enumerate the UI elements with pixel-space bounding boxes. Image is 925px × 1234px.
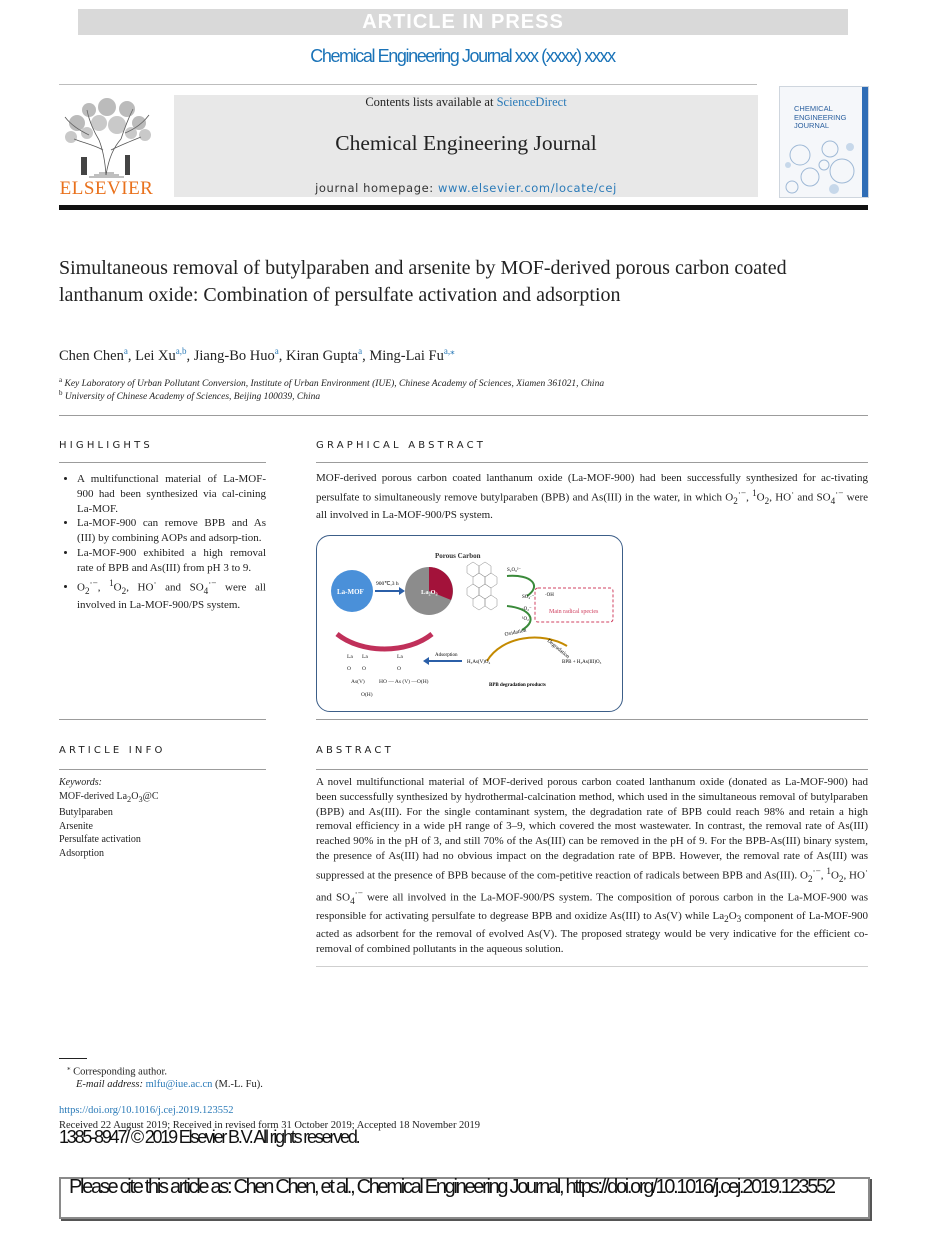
contents-lists-line: Contents lists available at ScienceDirect — [365, 95, 567, 109]
author-affiliation-marker[interactable]: a — [274, 346, 279, 356]
divider — [59, 719, 266, 720]
highlight-item: • La-MOF-900 can remove BPB and As (III) by combining AOPs and adsorp-tion. — [77, 516, 266, 546]
highlights-heading: HIGHLIGHTS — [59, 440, 153, 451]
svg-text:O: O — [347, 666, 351, 672]
svg-text:Oxidation: Oxidation — [504, 627, 527, 638]
journal-homepage-line: journal homepage: www.elsevier.com/locate/cej — [315, 181, 617, 195]
article-info-heading: ARTICLE INFO — [59, 745, 166, 756]
author[interactable]: Chen Chen — [59, 347, 124, 364]
author-affiliation-marker[interactable]: a — [358, 346, 363, 356]
author[interactable]: Ming-Lai Fu — [369, 347, 444, 364]
svg-text:Main radical species: Main radical species — [549, 609, 599, 615]
highlight-item: • $O_2^{\cdot-}$, $^1O_2$, HO· and $SO_4^{\cdot-}$ were all involved in La-MOF-900/PS system. — [77, 576, 266, 613]
email-footnote: E-mail address: mlfu@iue.ac.cn (M.-L. Fu). — [76, 1079, 263, 1090]
received-dates: Received 22 August 2019; Received in revised form 31 October 2019; Accepted 18 November 2019 — [59, 1120, 481, 1131]
author-affiliation-marker[interactable]: a — [123, 346, 128, 356]
svg-text:La: La — [362, 654, 368, 660]
svg-text:La: La — [347, 654, 353, 660]
keyword: Adsorption — [59, 847, 104, 859]
svg-text:900℃,3 h: 900℃,3 h — [376, 581, 399, 587]
cover-art — [780, 135, 862, 197]
svg-text:SO₄·⁻: SO₄·⁻ — [522, 595, 535, 600]
graphical-abstract-heading: GRAPHICAL ABSTRACT — [316, 440, 487, 451]
sciencedirect-link[interactable]: ScienceDirect — [496, 95, 567, 109]
svg-text:Porous Carbon: Porous Carbon — [435, 552, 481, 560]
svg-text:La-MOF: La-MOF — [337, 588, 364, 596]
header-divider — [59, 84, 757, 85]
article-title: Simultaneous removal of butylparaben and arsenite by MOF-derived porous carbon coated lanthanum oxide: Combination of persulfate activation and adsorption — [59, 257, 787, 306]
svg-text:La₂O₃: La₂O₃ — [421, 589, 438, 596]
highlights-list — [59, 472, 266, 613]
divider — [316, 719, 868, 720]
author-affiliation-marker[interactable]: a,⁎ — [443, 346, 455, 356]
keyword: Persulfate activation — [59, 834, 141, 845]
svg-text:O: O — [362, 666, 366, 672]
graphical-abstract-text: MOF-derived porous carbon coated lanthanum oxide (La-MOF-900) had been successfully synthesized for ac-tivating persulfate to simultaneously remove butylparaben (BPB) and As(III) in the water, in which $O_2^{\cdot-}$, $^1O_2$, HO· and $SO_4^{\cdot-}$ were all involved in La-MOF-900/PS system. — [316, 472, 869, 522]
author-affiliation-marker[interactable]: a,b — [175, 346, 187, 356]
keyword: Butylparaben — [59, 807, 113, 818]
doi-link[interactable]: https://doi.org/10.1016/j.cej.2019.123552 — [59, 1105, 234, 1116]
svg-text:La: La — [397, 654, 403, 660]
keyword: MOF-derived $La_2O_3@C$ — [59, 790, 159, 804]
keywords-label: Keywords: — [59, 777, 102, 788]
svg-text:Degradation: Degradation — [545, 637, 571, 661]
doi-line — [59, 1105, 234, 1116]
journal-cover-thumbnail[interactable] — [779, 86, 869, 198]
divider — [59, 769, 266, 770]
author[interactable]: Kiran Gupta — [285, 347, 359, 364]
svg-text:Adsorption: Adsorption — [435, 653, 458, 658]
divider — [59, 415, 868, 416]
svg-text:HO — As (V) —O(H): HO — As (V) —O(H) — [379, 679, 429, 685]
svg-text:·O₂⁻: ·O₂⁻ — [522, 607, 532, 612]
keywords-block — [59, 776, 266, 860]
svg-text:¹O₂: ¹O₂ — [522, 617, 529, 622]
author-list: Chen Chen$^a$, Lei Xu$^{a,b}$, Jiang-Bo Huo$^a$, Kiran Gupta$^a$, Ming-Lai $Fu^{a,⁎}$ — [59, 346, 455, 364]
svg-text:O: O — [397, 666, 401, 672]
graphical-abstract-figure[interactable] — [316, 535, 623, 712]
cover-title: CHEMICAL ENGINEERING JOURNAL — [794, 104, 847, 130]
svg-text:H₃As(V)O₄: H₃As(V)O₄ — [467, 660, 491, 665]
adsorbent-surface — [337, 634, 432, 649]
svg-text:S₂O₈²⁻: S₂O₈²⁻ — [507, 568, 522, 573]
author[interactable]: Lei Xu — [135, 347, 176, 364]
journal-homepage-link[interactable]: www.elsevier.com/locate/cej — [438, 181, 617, 195]
affiliation-b: $^b$ University of Chinese Academy of Sciences, Beijing 100039, China — [59, 389, 321, 403]
journal-reference-link[interactable]: Chemical Engineering Journal xxx (xxxx) xxxx — [310, 46, 615, 66]
divider — [316, 769, 868, 770]
svg-text:O(H): O(H) — [361, 692, 373, 698]
email-link[interactable]: mlfu@iue.ac.cn — [145, 1079, 213, 1090]
divider — [316, 966, 868, 967]
highlight-item: • La-MOF-900 exhibited a high removal rate of BPB and As(III) from pH 3 to 9. — [77, 546, 266, 576]
svg-text:BPB + H₃As(III)O₃: BPB + H₃As(III)O₃ — [562, 660, 602, 665]
highlight-item: • A multifunctional material of La-MOF-900 had been synthesized via cal-cining La-MOF. — [77, 472, 266, 516]
keyword: Arsenite — [59, 820, 93, 832]
svg-text:As(V): As(V) — [351, 679, 365, 685]
divider — [316, 462, 868, 463]
graphical-abstract-diagram — [317, 536, 622, 711]
issn-copyright: 1385-8947/ © 2019 Elsevier B.V. All rights reserved. — [59, 1127, 359, 1147]
journal-name: Chemical Engineering Journal — [335, 131, 597, 155]
svg-text:·OH: ·OH — [545, 593, 554, 598]
cover-stripe — [862, 87, 868, 197]
svg-text:BPB degradation products: BPB degradation products — [489, 683, 546, 688]
footnote-rule — [59, 1058, 87, 1059]
abstract-heading: ABSTRACT — [316, 745, 394, 756]
article-in-press-banner: ARTICLE IN PRESS — [78, 9, 848, 35]
divider — [59, 462, 266, 463]
corresponding-footnote: ⁎ Corresponding author. — [67, 1064, 168, 1078]
author[interactable]: Jiang-Bo Huo — [193, 347, 275, 364]
elsevier-wordmark: ELSEVIER — [59, 178, 154, 199]
abstract-text: A novel multifunctional material of MOF-derived porous carbon coated lanthanum oxide (donated as La-MOF-900) had been successfully synthesized by hydrothermal-calcination method, which used in the simultaneous removal of butylparaben (BPB) and As(III). For the single contaminant system, the degradation rate of BPB could reach 98% and retain a high removal efficiency in a wide pH range of 3–9, which covered the most wastewater. In contrast, the removal rate of As(III) reached 90% in the pH of 3, and still 70% of the As(III) can be removed in the pH of 9. For the BPB-As(III) binary system, the presence of As(III) had no obvious impact on the degradation rate of BPB. However, the removal rate of As(III) was suppressed at the presence of BPB because of the com-petitive reaction of radicals between BPB and As(III). $O_2^{\cdot-}$, $^1O_2$, HO· and $SO_4^{\cdot-}$ were all involved in the La-MOF-900/PS system. The composition of porous carbon in the La-MOF-900 was responsible for activating persulfate to degrease BPB and oxidize As(III) to As(V) while $La_2O_3$ component of La-MOF-900 acted as adsorbent for the removal of evolved As(V). The proposed strategy would be very indicative for the efficient co-removal of combined pollutants in the aqueous solution. — [316, 776, 869, 955]
header-rule — [59, 205, 868, 210]
citation-text[interactable]: Please cite this article as: Chen Chen, et al., Chemical Engineering Journal, https://doi.org/10.1016/j.cej.2019.123552 — [69, 1176, 834, 1198]
affiliation-a: $^a$ Key Laboratory of Urban Pollutant Conversion, Institute of Urban Environment (IUE), Chinese Academy of Sciences, Xiamen 361021, China — [59, 376, 605, 390]
